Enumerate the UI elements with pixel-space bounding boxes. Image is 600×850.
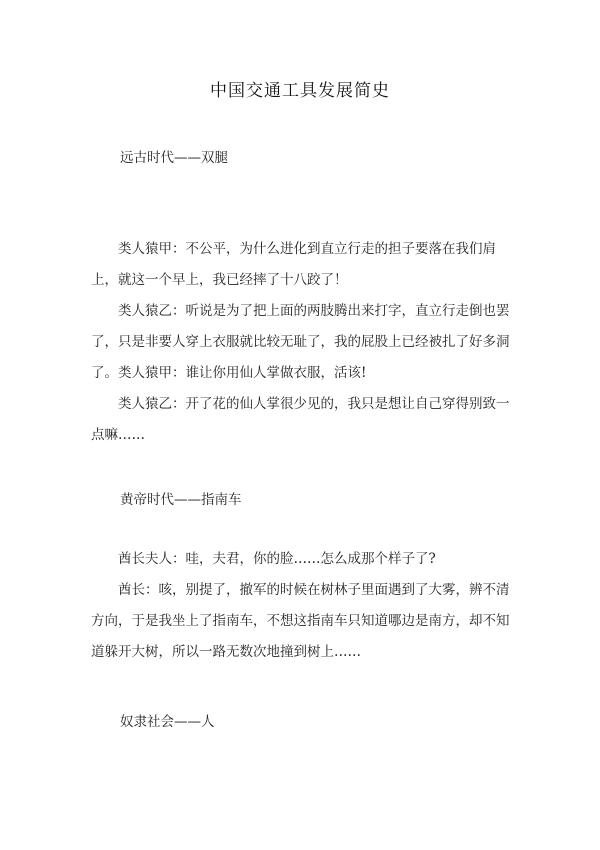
paragraph: 类人猿乙：听说是为了把上面的两肢腾出来打字，直立行走倒也罢了，只是非要人穿上衣服就比较无耻了，我的屁股上已经被扎了好多洞了。 [91, 303, 510, 381]
paragraph: 类人猿乙：开了花的仙人掌很少见的，我只是想让自己穿得别致一点嘛…… [91, 396, 510, 443]
paragraph: 酋长：咳，别提了，撤军的时候在树林子里面遇到了大雾，辨不清方向，于是我坐上了指南车，不想这指南车只知道哪边是南方，却不知道躲开大树，所以一路无数次地撞到树上…… [91, 582, 510, 660]
section-heading-slavery: 奴隶社会——人 [120, 714, 215, 730]
paragraph: 类人猿甲：不公平，为什么进化到直立行走的担子要落在我们肩上，就这一个早上，我已经摔了十八跤了！ [91, 241, 496, 288]
document-title: 中国交通工具发展简史 [210, 81, 390, 101]
section-heading-huangdi: 黄帝时代——指南车 [120, 492, 242, 508]
section-heading-ancient: 远古时代——双腿 [120, 150, 228, 166]
paragraph: 酋长夫人：哇，夫君，你的脸……怎么成那个样子了? [118, 551, 436, 567]
paragraph: 类人猿甲：谁让你用仙人掌做衣服，活该! [118, 365, 367, 381]
